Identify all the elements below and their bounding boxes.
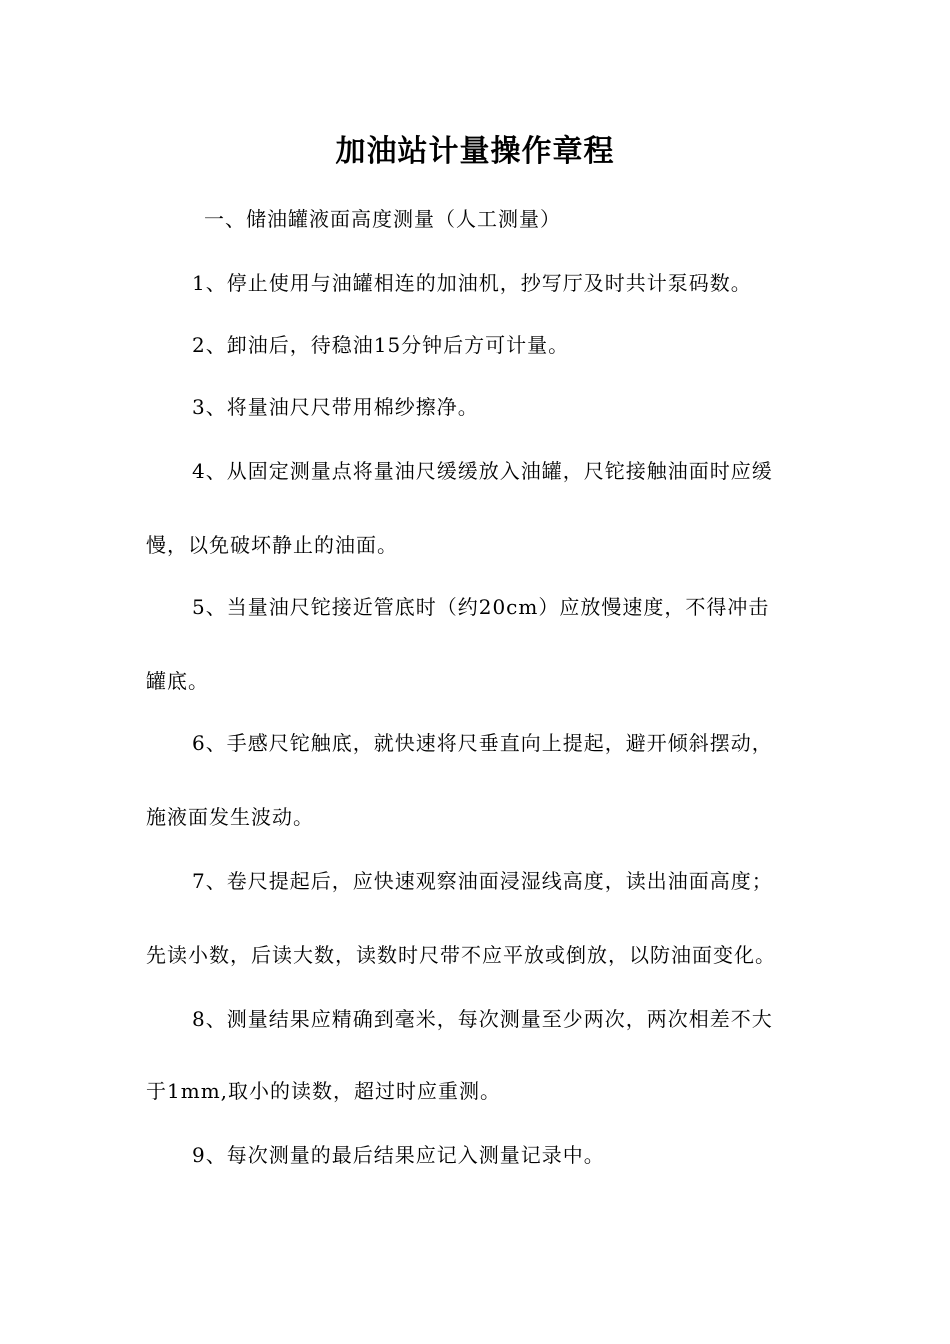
item-9-line-1: 9、每次测量的最后结果应记入测量记录中。 (192, 1143, 605, 1167)
item-4-line-1: 4、从固定测量点将量油尺缓缓放入油罐，尺铊接触油面时应缓 (192, 459, 773, 483)
item-3-line-1: 3、将量油尺尺带用棉纱擦净。 (192, 395, 479, 419)
item-2-line-1: 2、卸油后，待稳油15分钟后方可计量。 (192, 333, 570, 357)
item-4-line-2: 慢，以免破坏静止的油面。 (146, 533, 398, 557)
item-6-line-1: 6、手感尺铊触底，就快速将尺垂直向上提起，避开倾斜摆动， (192, 731, 773, 755)
item-7-line-2: 先读小数，后读大数，读数时尺带不应平放或倒放，以防油面变化。 (146, 943, 776, 967)
item-1-line-1: 1、停止使用与油罐相连的加油机，抄写厅及时共计泵码数。 (192, 271, 752, 295)
section-heading: 一、储油罐液面高度测量（人工测量） (204, 207, 561, 231)
document-title: 加油站计量操作章程 (335, 134, 615, 169)
item-8-line-1: 8、测量结果应精确到毫米，每次测量至少两次，两次相差不大 (192, 1007, 773, 1031)
item-7-line-1: 7、卷尺提起后，应快速观察油面浸湿线高度，读出油面高度； (192, 869, 773, 893)
item-6-line-2: 施液面发生波动。 (146, 805, 314, 829)
item-8-line-2: 于1mm,取小的读数，超过时应重测。 (146, 1079, 502, 1103)
item-5-line-2: 罐底。 (146, 669, 209, 693)
item-5-line-1: 5、当量油尺铊接近管底时（约20cm）应放慢速度，不得冲击 (192, 595, 770, 619)
